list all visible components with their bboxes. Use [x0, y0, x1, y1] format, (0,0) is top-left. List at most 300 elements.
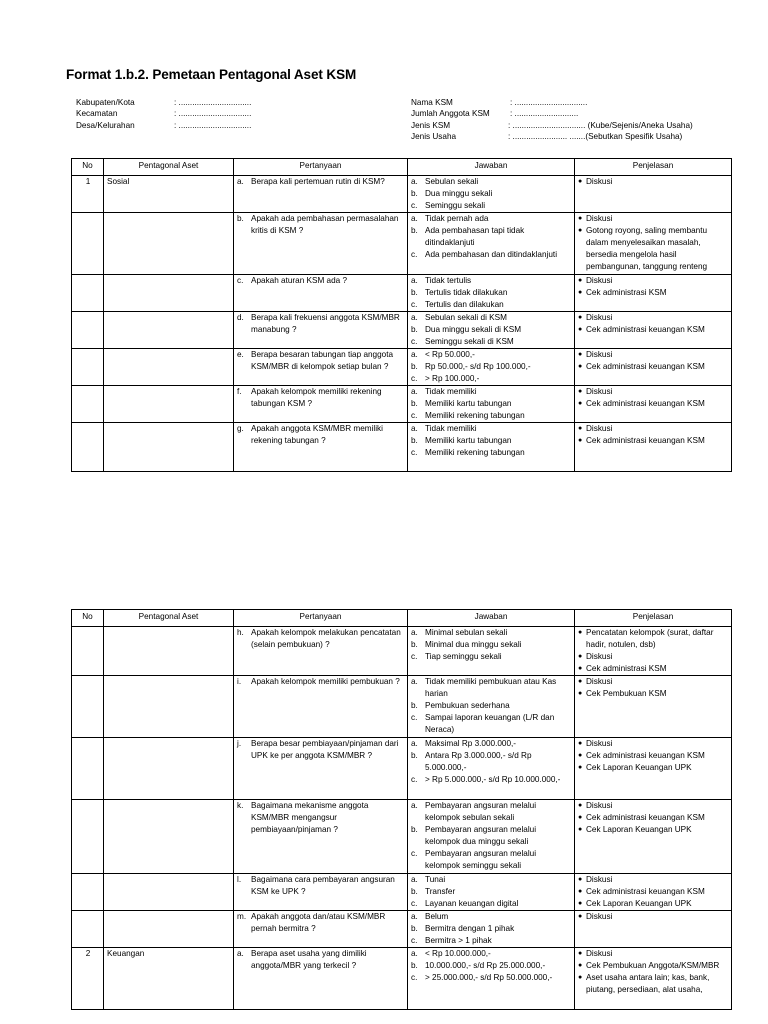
note-text: Cek Laporan Keuangan UPK: [586, 899, 692, 908]
col-header-pertanyaan: Pertanyaan: [234, 159, 408, 176]
answer-marker: c.: [411, 300, 418, 309]
cell-no: [72, 874, 104, 911]
note-text: Cek Laporan Keuangan UPK: [586, 763, 692, 772]
answer-text: Sebulan sekali: [425, 177, 479, 186]
question-marker: a.: [237, 949, 244, 958]
question-text: Apakah aturan KSM ada ?: [251, 276, 348, 285]
cell-no: [72, 312, 104, 349]
question-item: [237, 874, 405, 898]
answer-item: [411, 911, 572, 923]
question-marker: j.: [237, 739, 242, 748]
answer-marker: b.: [411, 751, 418, 760]
cell-aset: [104, 349, 234, 386]
cell-pertanyaan: [234, 275, 408, 312]
note-text: Diskusi: [586, 677, 613, 686]
question-marker: a.: [237, 177, 244, 186]
answer-text: Tertulis tidak dilakukan: [425, 288, 508, 297]
answer-marker: b.: [411, 226, 418, 235]
answer-text: Tiap seminggu sekali: [425, 652, 502, 661]
bullet-icon: ●: [578, 826, 583, 833]
cell-penjelasan: [575, 275, 732, 312]
col-header-penjelasan: Penjelasan: [575, 159, 732, 176]
cell-no: [72, 386, 104, 423]
answer-item: [411, 923, 572, 935]
cell-pertanyaan: [234, 312, 408, 349]
question-marker: k.: [237, 801, 244, 810]
answer-marker: c.: [411, 374, 418, 383]
note-text: Diskusi: [586, 949, 613, 958]
note-text: Cek administrasi keuangan KSM: [586, 325, 705, 334]
question-marker: l.: [237, 875, 242, 884]
table-row: [72, 349, 732, 386]
cell-penjelasan: [575, 738, 732, 800]
note-item: [578, 898, 729, 910]
answer-text: Pembayaran angsuran melalui kelompok sebulan sekali: [425, 801, 537, 822]
cell-pertanyaan: [234, 213, 408, 275]
answer-item: [411, 398, 572, 410]
note-text: Diskusi: [586, 801, 613, 810]
table-row: [72, 874, 732, 911]
bullet-icon: ●: [578, 950, 583, 957]
cell-aset: [104, 738, 234, 800]
answer-marker: a.: [411, 739, 418, 748]
cell-jawaban: [408, 312, 575, 349]
bullet-icon: ●: [578, 425, 583, 432]
answer-marker: b.: [411, 189, 418, 198]
answer-text: Pembayaran angsuran melalui kelompok seminggu sekali: [425, 849, 537, 870]
table-row: [72, 676, 732, 738]
cell-penjelasan: [575, 176, 732, 213]
answer-text: Sampai laporan keuangan (L/R dan Neraca): [425, 713, 555, 734]
note-text: Cek administrasi keuangan KSM: [586, 436, 705, 445]
bullet-icon: ●: [578, 764, 583, 771]
note-text: Cek Pembukuan KSM: [586, 689, 667, 698]
cell-jawaban: [408, 911, 575, 948]
col-header-no: No: [72, 610, 104, 627]
answer-text: Memiliki rekening tabungan: [425, 411, 525, 420]
bullet-icon: ●: [578, 629, 583, 636]
cell-penjelasan: [575, 911, 732, 948]
question-marker: b.: [237, 214, 244, 223]
question-item: [237, 627, 405, 651]
answer-text: Tidak tertulis: [425, 276, 472, 285]
answer-item: [411, 848, 572, 872]
answer-marker: b.: [411, 640, 418, 649]
cell-penjelasan: [575, 312, 732, 349]
bullet-icon: ●: [578, 314, 583, 321]
answer-item: [411, 824, 572, 848]
cell-aset: [104, 911, 234, 948]
bullet-icon: ●: [578, 388, 583, 395]
note-item: [578, 762, 729, 774]
answer-marker: c.: [411, 250, 418, 259]
table-row: [72, 627, 732, 676]
answer-marker: b.: [411, 701, 418, 710]
question-text: Apakah anggota dan/atau KSM/MBR pernah bermitra ?: [251, 912, 386, 933]
cell-jawaban: [408, 423, 575, 472]
bullet-icon: ●: [578, 400, 583, 407]
question-item: [237, 676, 405, 688]
answer-item: [411, 423, 572, 435]
bullet-icon: ●: [578, 876, 583, 883]
question-text: Apakah anggota KSM/MBR memiliki rekening tabungan ?: [251, 424, 383, 445]
bullet-icon: ●: [578, 900, 583, 907]
answer-item: [411, 225, 572, 249]
meta-row: Jenis KSM : ................................ (Kube/Sejenis/Aneka Usaha): [411, 120, 693, 130]
answer-item: [411, 774, 572, 786]
note-text: Diskusi: [586, 177, 613, 186]
note-item: [578, 361, 729, 373]
bullet-icon: ●: [578, 215, 583, 222]
note-text: Cek administrasi keuangan KSM: [586, 751, 705, 760]
note-item: [578, 435, 729, 447]
note-text: Aset usaha antara lain; kas, bank, piutang, persediaan, alat usaha,: [586, 973, 710, 994]
table-header-row: [72, 610, 732, 627]
bullet-icon: ●: [578, 289, 583, 296]
cell-jawaban: [408, 948, 575, 1010]
cell-no: [72, 275, 104, 312]
answer-item: [411, 324, 572, 336]
question-marker: h.: [237, 628, 244, 637]
cell-jawaban: [408, 213, 575, 275]
note-item: [578, 972, 729, 996]
bullet-icon: ●: [578, 752, 583, 759]
table-row: [72, 213, 732, 275]
note-text: Diskusi: [586, 214, 613, 223]
answer-text: Minimal sebulan sekali: [425, 628, 508, 637]
answer-marker: b.: [411, 325, 418, 334]
answer-text: Transfer: [425, 887, 456, 896]
answer-marker: b.: [411, 362, 418, 371]
cell-aset: [104, 800, 234, 874]
cell-jawaban: [408, 800, 575, 874]
answer-item: [411, 188, 572, 200]
answer-item: [411, 935, 572, 947]
answer-item: [411, 898, 572, 910]
col-header-penjelasan: Penjelasan: [575, 610, 732, 627]
answer-text: Layanan keuangan digital: [425, 899, 519, 908]
answer-text: Tidak pernah ada: [425, 214, 489, 223]
question-item: [237, 275, 405, 287]
answer-text: > 25.000.000,- s/d Rp 50.000.000,-: [425, 973, 553, 982]
note-item: [578, 275, 729, 287]
question-text: Apakah kelompok memiliki pembukuan ?: [251, 677, 400, 686]
answer-text: 10.000.000,- s/d Rp 25.000.000,-: [425, 961, 546, 970]
answer-marker: a.: [411, 801, 418, 810]
answer-text: < Rp 50.000,-: [425, 350, 475, 359]
note-item: [578, 423, 729, 435]
cell-pertanyaan: [234, 738, 408, 800]
cell-jawaban: [408, 176, 575, 213]
cell-aset: Keuangan: [104, 948, 234, 1010]
cell-pertanyaan: [234, 800, 408, 874]
answer-text: Pembayaran angsuran melalui kelompok dua minggu sekali: [425, 825, 537, 846]
question-marker: f.: [237, 387, 242, 396]
bullet-icon: ●: [578, 437, 583, 444]
note-item: [578, 960, 729, 972]
answer-item: [411, 336, 572, 348]
note-item: [578, 225, 729, 273]
question-text: Berapa kali pertemuan rutin di KSM?: [251, 177, 385, 186]
question-text: Apakah kelompok melakukan pencatatan (selain pembukuan) ?: [251, 628, 401, 649]
answer-text: > Rp 5.000.000,- s/d Rp 10.000.000,-: [425, 775, 561, 784]
table-row: [72, 176, 732, 213]
question-item: [237, 213, 405, 237]
answer-marker: c.: [411, 713, 418, 722]
note-text: Diskusi: [586, 387, 613, 396]
bullet-icon: ●: [578, 814, 583, 821]
cell-pertanyaan: [234, 349, 408, 386]
answer-text: Ada pembahasan tapi tidak ditindaklanjuti: [425, 226, 525, 247]
note-item: [578, 874, 729, 886]
note-item: [578, 349, 729, 361]
question-marker: d.: [237, 313, 244, 322]
answer-marker: c.: [411, 973, 418, 982]
answer-item: [411, 972, 572, 984]
pentagonal-table-1: [71, 158, 732, 472]
answer-item: [411, 312, 572, 324]
col-header-aset: Pentagonal Aset: [104, 610, 234, 627]
answer-marker: b.: [411, 399, 418, 408]
answer-text: Tertulis dan dilakukan: [425, 300, 504, 309]
table-row: [72, 738, 732, 800]
answer-marker: b.: [411, 961, 418, 970]
answer-marker: c.: [411, 849, 418, 858]
bullet-icon: ●: [578, 888, 583, 895]
cell-no: [72, 213, 104, 275]
cell-pertanyaan: [234, 676, 408, 738]
answer-text: Seminggu sekali di KSM: [425, 337, 514, 346]
answer-item: [411, 213, 572, 225]
cell-jawaban: [408, 738, 575, 800]
cell-penjelasan: [575, 349, 732, 386]
cell-pertanyaan: [234, 176, 408, 213]
table-row: [72, 800, 732, 874]
answer-marker: a.: [411, 313, 418, 322]
answer-marker: a.: [411, 875, 418, 884]
bullet-icon: ●: [578, 227, 583, 234]
cell-no: [72, 738, 104, 800]
answer-text: Rp 50.000,- s/d Rp 100.000,-: [425, 362, 531, 371]
cell-jawaban: [408, 874, 575, 911]
cell-jawaban: [408, 627, 575, 676]
answer-item: [411, 800, 572, 824]
note-item: [578, 287, 729, 299]
bullet-icon: ●: [578, 363, 583, 370]
cell-penjelasan: [575, 386, 732, 423]
pentagonal-table-2: [71, 609, 732, 1010]
cell-jawaban: [408, 676, 575, 738]
answer-marker: a.: [411, 912, 418, 921]
cell-aset: [104, 386, 234, 423]
cell-jawaban: [408, 275, 575, 312]
answer-item: [411, 373, 572, 385]
answer-item: [411, 287, 572, 299]
question-text: Berapa aset usaha yang dimiliki anggota/MBR yang terkecil ?: [251, 949, 367, 970]
answer-item: [411, 886, 572, 898]
answer-marker: a.: [411, 276, 418, 285]
answer-item: [411, 738, 572, 750]
meta-row: Kecamatan : ................................: [76, 109, 252, 119]
cell-penjelasan: [575, 627, 732, 676]
cell-pertanyaan: [234, 386, 408, 423]
note-text: Cek administrasi keuangan KSM: [586, 362, 705, 371]
note-text: Cek Pembukuan Anggota/KSM/MBR: [586, 961, 720, 970]
note-text: Cek administrasi keuangan KSM: [586, 399, 705, 408]
bullet-icon: ●: [578, 351, 583, 358]
cell-no: [72, 349, 104, 386]
note-item: [578, 312, 729, 324]
meta-right: [411, 97, 693, 142]
meta-row: Desa/Kelurahan : ................................: [76, 120, 252, 130]
answer-marker: c.: [411, 652, 418, 661]
cell-pertanyaan: [234, 627, 408, 676]
answer-text: Bermitra dengan 1 pihak: [425, 924, 515, 933]
col-header-no: No: [72, 159, 104, 176]
answer-text: Tidak memiliki: [425, 424, 477, 433]
meta-left: [76, 97, 252, 131]
question-item: [237, 800, 405, 836]
cell-penjelasan: [575, 800, 732, 874]
cell-aset: [104, 213, 234, 275]
note-text: Diskusi: [586, 313, 613, 322]
answer-marker: a.: [411, 628, 418, 637]
meta-row: Nama KSM : ................................: [411, 98, 588, 107]
cell-penjelasan: [575, 423, 732, 472]
answer-text: Pembukuan sederhana: [425, 701, 510, 710]
note-item: [578, 812, 729, 824]
cell-penjelasan: [575, 213, 732, 275]
note-text: Diskusi: [586, 912, 613, 921]
note-item: [578, 738, 729, 750]
answer-item: [411, 200, 572, 212]
note-item: [578, 948, 729, 960]
note-text: Diskusi: [586, 276, 613, 285]
question-marker: g.: [237, 424, 244, 433]
cell-pertanyaan: [234, 948, 408, 1010]
answer-marker: c.: [411, 899, 418, 908]
meta-row: Jumlah Anggota KSM : ............................: [411, 109, 579, 119]
note-text: Diskusi: [586, 875, 613, 884]
answer-text: Belum: [425, 912, 449, 921]
answer-text: > Rp 100.000,-: [425, 374, 480, 383]
answer-marker: c.: [411, 201, 418, 210]
bullet-icon: ●: [578, 653, 583, 660]
answer-text: Tunai: [425, 875, 446, 884]
note-text: Diskusi: [586, 739, 613, 748]
answer-text: Maksimal Rp 3.000.000,-: [425, 739, 517, 748]
cell-no: [72, 800, 104, 874]
answer-marker: c.: [411, 775, 418, 784]
bullet-icon: ●: [578, 974, 583, 981]
cell-penjelasan: [575, 948, 732, 1010]
answer-item: [411, 627, 572, 639]
answer-item: [411, 176, 572, 188]
note-item: [578, 911, 729, 923]
cell-pertanyaan: [234, 423, 408, 472]
note-item: [578, 676, 729, 688]
table-row: [72, 911, 732, 948]
question-item: [237, 423, 405, 447]
answer-item: [411, 249, 572, 261]
table-row: [72, 312, 732, 349]
meta-row: Jenis Usaha : ........................ .......(Sebutkan Spesifik Usaha): [411, 131, 683, 141]
answer-item: [411, 700, 572, 712]
note-item: [578, 886, 729, 898]
note-text: Diskusi: [586, 652, 613, 661]
answer-item: [411, 960, 572, 972]
question-text: Berapa kali frekuensi anggota KSM/MBR manabung ?: [251, 313, 400, 334]
cell-no: [72, 676, 104, 738]
cell-pertanyaan: [234, 874, 408, 911]
answer-marker: a.: [411, 177, 418, 186]
answer-marker: b.: [411, 887, 418, 896]
cell-pertanyaan: [234, 911, 408, 948]
table-row: [72, 948, 732, 1010]
cell-no: [72, 911, 104, 948]
answer-marker: b.: [411, 825, 418, 834]
answer-item: [411, 651, 572, 663]
cell-no: [72, 423, 104, 472]
question-text: Berapa besaran tabungan tiap anggota KSM/MBR di kelompok setiap bulan ?: [251, 350, 394, 371]
note-text: Cek administrasi keuangan KSM: [586, 887, 705, 896]
cell-aset: [104, 423, 234, 472]
note-text: Diskusi: [586, 424, 613, 433]
note-item: [578, 750, 729, 762]
answer-item: [411, 447, 572, 459]
answer-marker: a.: [411, 677, 418, 686]
col-header-jawaban: Jawaban: [408, 159, 575, 176]
cell-no: 2: [72, 948, 104, 1010]
bullet-icon: ●: [578, 962, 583, 969]
question-text: Bagaimana cara pembayaran angsuran KSM ke UPK ?: [251, 875, 395, 896]
cell-penjelasan: [575, 676, 732, 738]
question-item: [237, 738, 405, 762]
answer-item: [411, 435, 572, 447]
note-item: [578, 398, 729, 410]
question-text: Bagaimana mekanisme anggota KSM/MBR mengangsur pembiayaan/pinjaman ?: [251, 801, 369, 834]
cell-no: [72, 627, 104, 676]
cell-jawaban: [408, 386, 575, 423]
answer-text: Tidak memiliki: [425, 387, 477, 396]
col-header-jawaban: Jawaban: [408, 610, 575, 627]
table-header-row: [72, 159, 732, 176]
answer-marker: c.: [411, 411, 418, 420]
answer-text: Memiliki kartu tabungan: [425, 436, 512, 445]
question-text: Berapa besar pembiayaan/pinjaman dari UPK ke per anggota KSM/MBR ?: [251, 739, 399, 760]
note-text: Cek administrasi keuangan KSM: [586, 813, 705, 822]
answer-marker: c.: [411, 337, 418, 346]
bullet-icon: ●: [578, 665, 583, 672]
note-text: Cek Laporan Keuangan UPK: [586, 825, 692, 834]
answer-text: Memiliki kartu tabungan: [425, 399, 512, 408]
note-item: [578, 386, 729, 398]
cell-aset: [104, 275, 234, 312]
note-item: [578, 663, 729, 675]
answer-item: [411, 299, 572, 311]
answer-item: [411, 361, 572, 373]
note-item: [578, 176, 729, 188]
answer-marker: a.: [411, 949, 418, 958]
note-item: [578, 800, 729, 812]
answer-marker: a.: [411, 387, 418, 396]
answer-text: Dua minggu sekali: [425, 189, 493, 198]
answer-item: [411, 676, 572, 700]
table-row: [72, 275, 732, 312]
question-item: [237, 911, 405, 935]
cell-aset: [104, 627, 234, 676]
cell-aset: [104, 874, 234, 911]
